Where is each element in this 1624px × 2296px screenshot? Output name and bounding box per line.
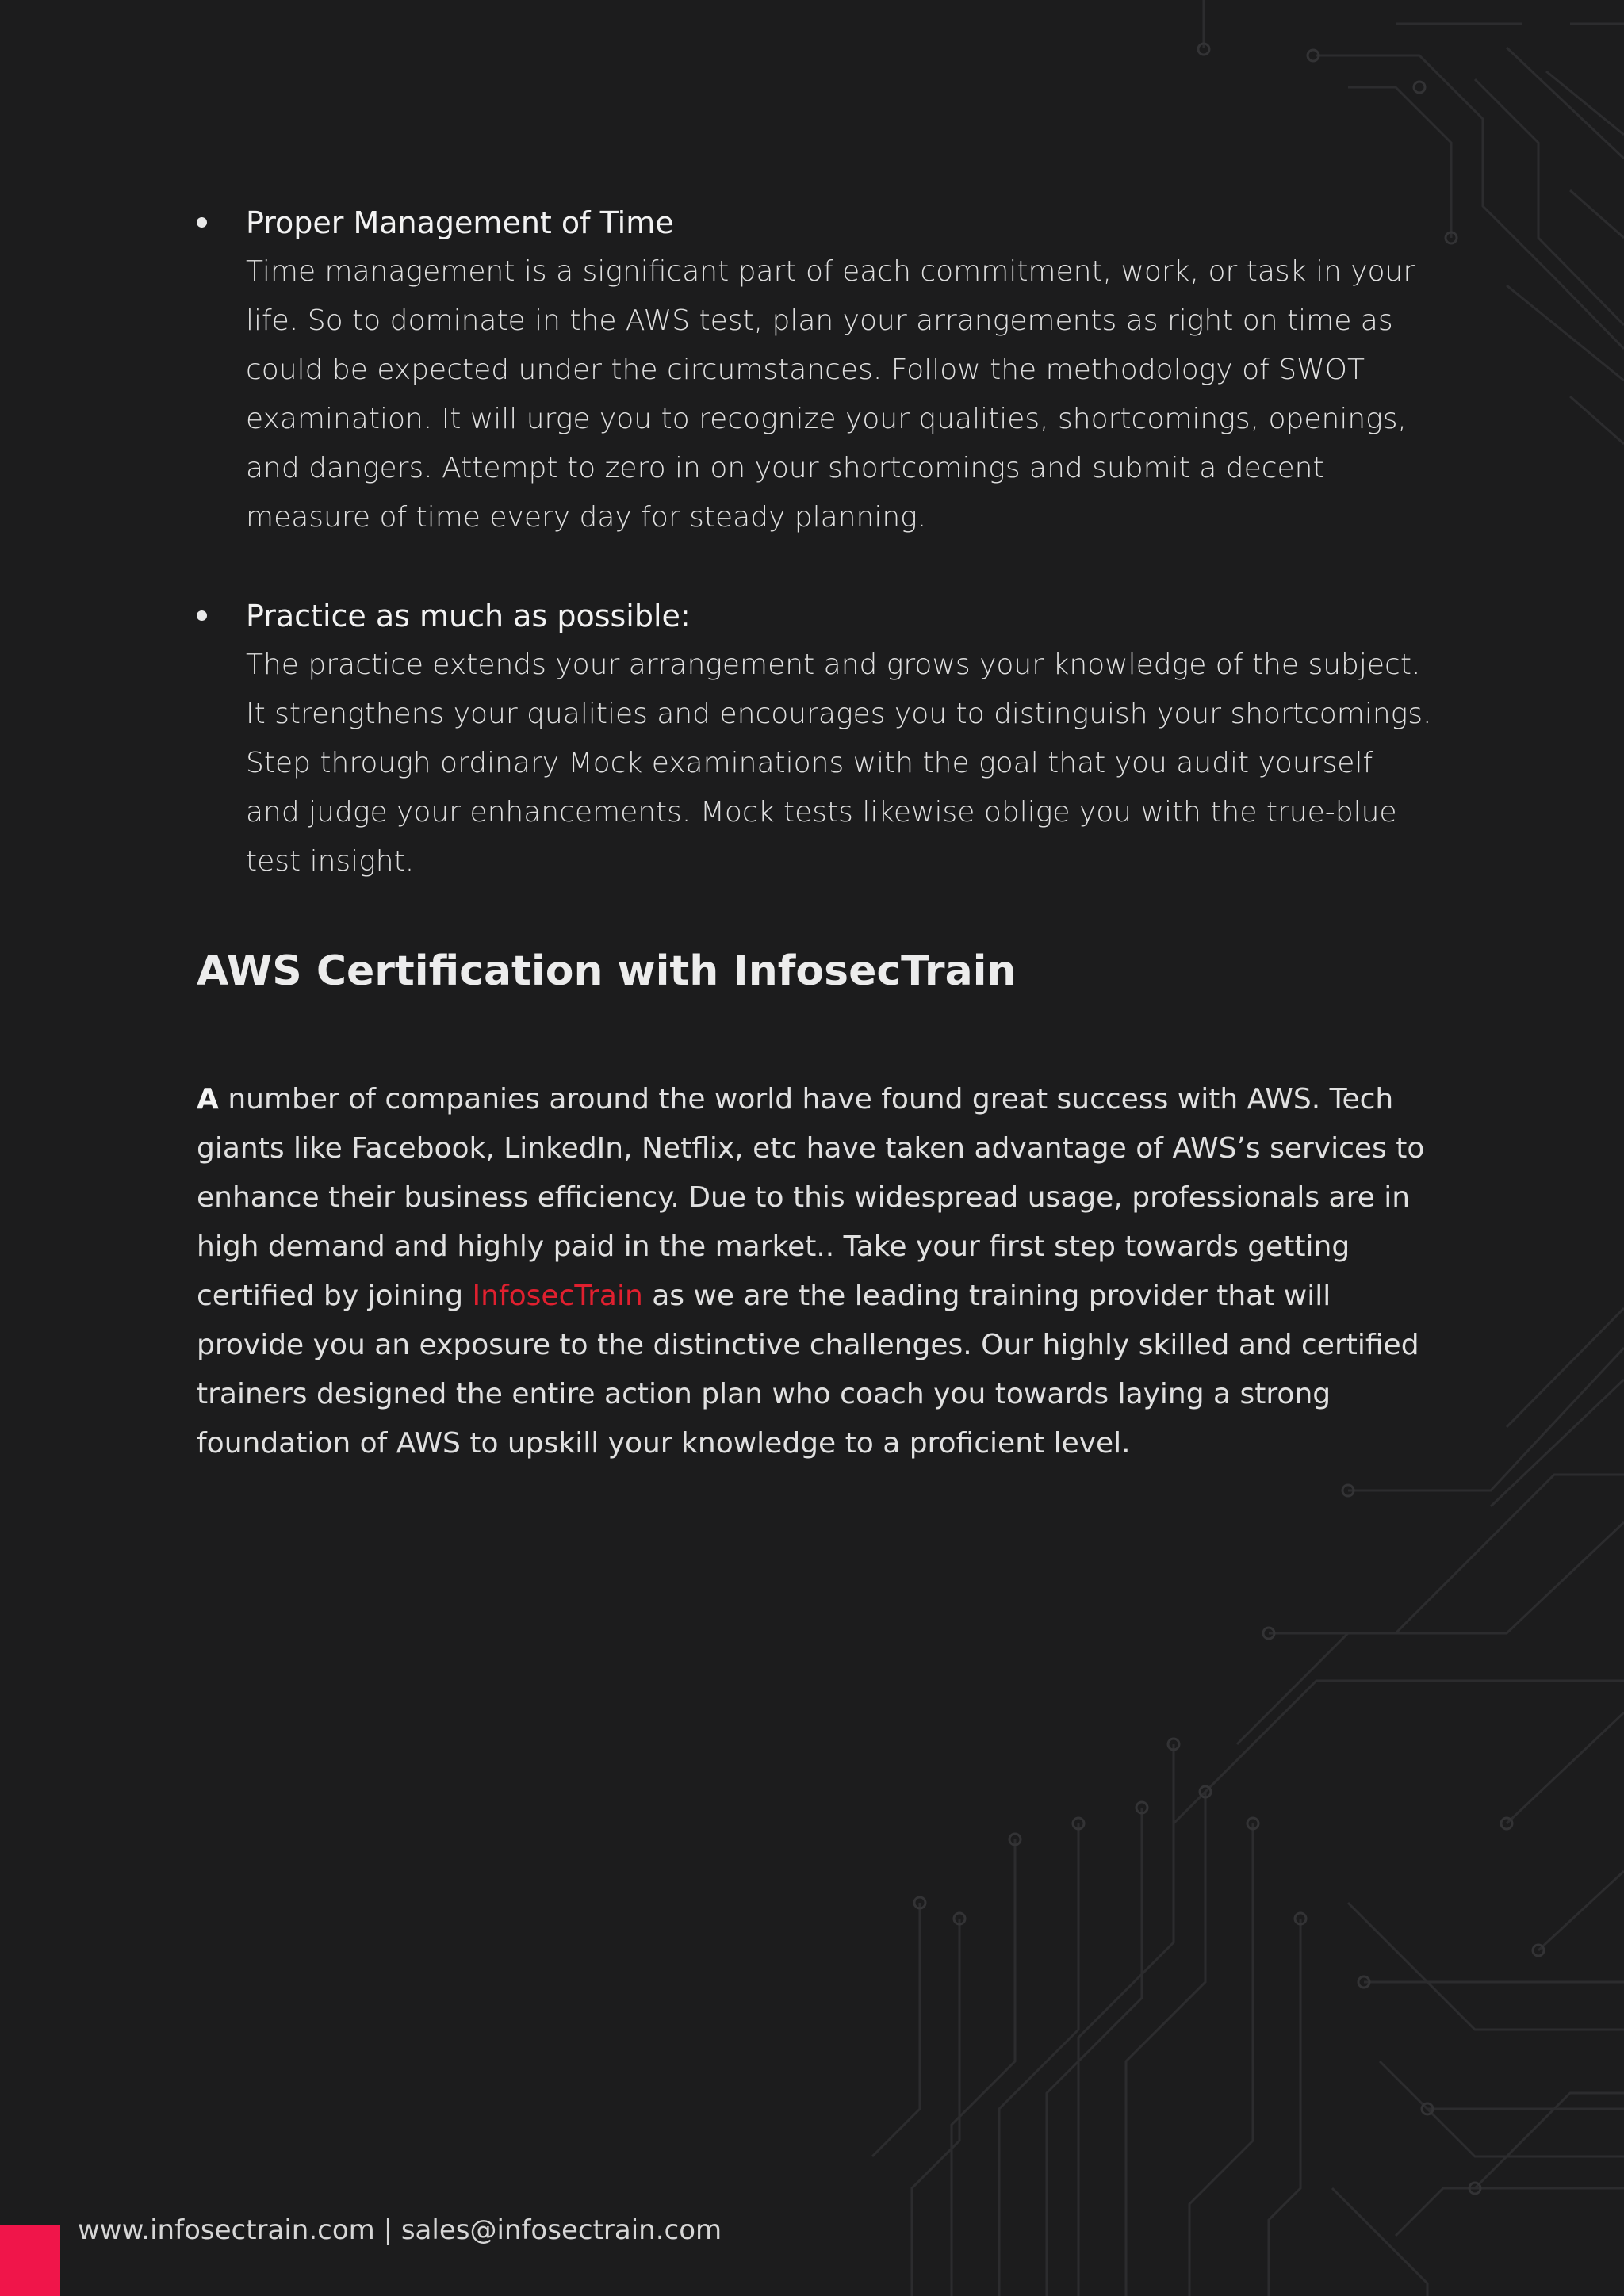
bullet-icon <box>197 217 207 228</box>
paragraph-lead: A <box>197 1083 219 1115</box>
bullet-icon <box>197 610 207 621</box>
bullet-body: Time management is a significant part of each commitment, work, or task in your life. So to dominate in the AWS test, plan your arrangements as right on time as could be expected under the circumstances. Follow the methodology of SWOT examination. It will urge you to recognize your qualities, shortcomings, openings, and dangers. Attempt to zero in on your shortcomings and submit a decent measure of time every day for steady planning. <box>246 255 1415 534</box>
document-body <box>197 198 1434 1497</box>
footer-accent-square <box>0 2225 60 2296</box>
footer-contact: www.infosectrain.com | sales@infosectrain.com <box>78 2214 722 2246</box>
infosectrain-link[interactable]: InfosecTrain <box>472 1280 643 1312</box>
section-heading: AWS Certification with InfosecTrain <box>197 947 1017 995</box>
list-item <box>197 591 1434 886</box>
paragraph-text: as we are the leading training provider that will provide you an exposure to the distinctive challenges. Our highly skilled and certified trainers designed the entire action plan who coach you towards laying a strong foundation of AWS to upskill your knowledge to a proficient level. <box>197 1280 1419 1460</box>
bullet-title: Proper Management of Time <box>246 205 674 240</box>
list-item <box>197 198 1434 542</box>
bullet-body: The practice extends your arrangement and grows your knowledge of the subject. It strengthens your qualities and encourages you to distinguish your shortcomings. Step through ordinary Mock examinations with the goal that you audit yourself and judge your enhancements. Mock tests likewise oblige you with the true-blue test insight. <box>246 649 1432 878</box>
bullet-title: Practice as much as possible: <box>246 599 691 633</box>
section-paragraph <box>197 1075 1434 1468</box>
tips-list <box>197 198 1434 886</box>
paragraph-text: number of companies around the world have found great success with AWS. Tech giants like Facebook, LinkedIn, Netflix, etc have taken advantage of AWS’s services to enhance their business efficiency. Due to this widespread usage, professionals are in high demand and highly paid in the market.. Take your first step towards getting certified by joining <box>197 1083 1425 1312</box>
